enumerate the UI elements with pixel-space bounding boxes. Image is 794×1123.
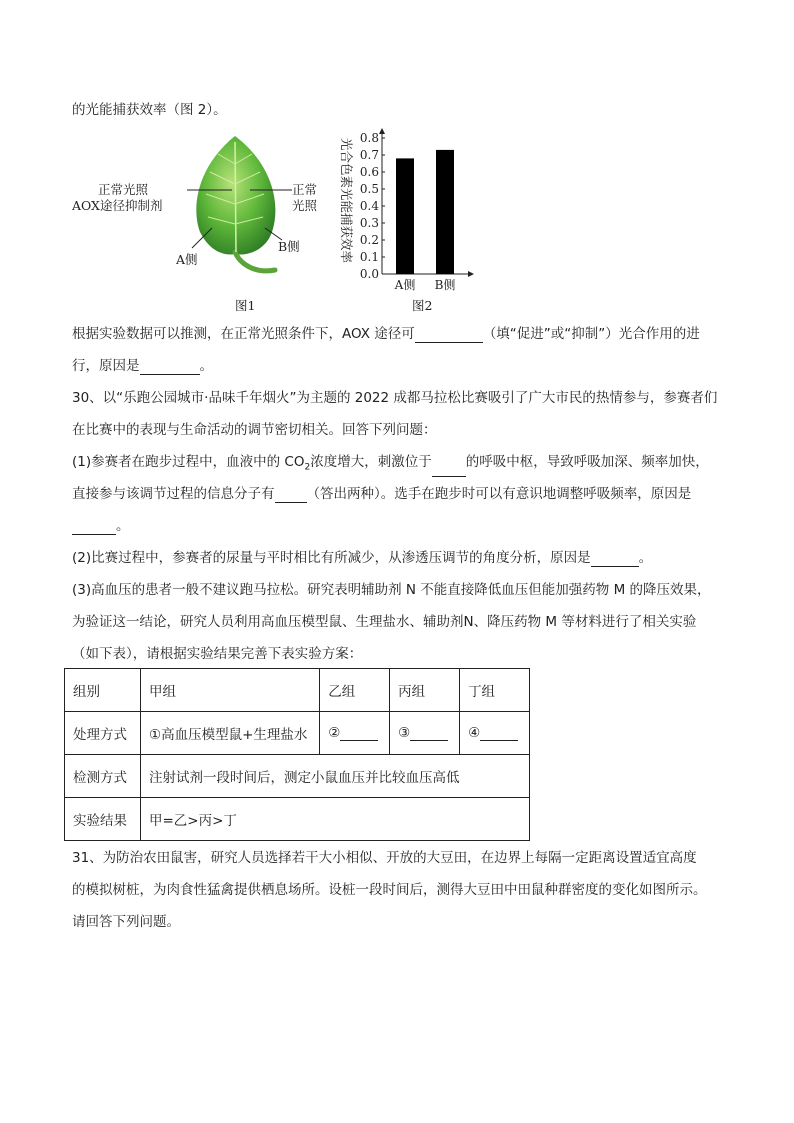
q31-line: 31、为防治农田鼠害，研究人员选择若干大小相似、开放的大豆田，在边界上每隔一定距离设置适宜高度 [72,850,697,866]
answer-blank[interactable] [340,740,378,741]
y-axis-arrow [379,128,385,134]
y-tick-label: 0.7 [359,148,379,162]
answer-blank[interactable] [140,374,200,375]
q30-line: 30、以“乐跑公园城市·品味千年烟火”为主题的 2022 成都马拉松比赛吸引了广大市民的热情参与，参赛者们 [72,390,718,406]
q30-part1-line: (1)参赛者在跑步过程中，血液中的 $CO_2$浓度增大，刺激位于 的呼吸中枢，导致呼吸加深、频率加快， [72,453,709,477]
table-cell: ② [320,712,390,755]
leaf-stem [235,252,275,271]
fig1-left-label-1: 正常光照 [98,182,149,197]
bar [436,150,454,274]
table-cell: 丁组 [460,669,530,712]
text-line: 的光能捕获效率（图 2）。 [72,102,227,118]
y-tick-label: 0.6 [359,165,379,179]
q30-part3-line: 为验证这一结论，研究人员利用高血压模型鼠、生理盐水、辅助剂N、降压药物 M 等材料进行了相关实验 [72,614,697,630]
bar-chart [330,124,480,324]
bar [396,158,414,274]
y-tick-label: 0.1 [359,250,379,264]
leaf-midrib [235,142,236,252]
y-axis-label: 光合色素光能捕获效率 [339,138,354,264]
x-axis-arrow [468,271,474,277]
q30-line: 在比赛中的表现与生命活动的调节密切相关。回答下列问题： [72,422,437,438]
table-cell: 乙组 [320,669,390,712]
table-cell: 检测方式 [65,755,141,798]
table-cell: 实验结果 [65,798,141,841]
y-tick-label: 0.5 [359,182,379,196]
answer-blank[interactable] [410,740,448,741]
table-row [65,755,530,798]
table-cell: 甲组 [140,669,319,712]
text-line: 行，原因是 。 [72,358,213,374]
fig1-left-label-2: AOX途径抑制剂 [72,198,163,213]
q31-line: 的模拟树桩，为肉食性猛禽提供栖息场所。设桩一段时间后，测得大豆田中田鼠种群密度的变化如图所示。 [72,882,707,898]
figure-area [60,124,480,324]
answer-blank[interactable] [591,566,639,567]
fig2-caption: 图2 [412,298,433,313]
answer-blank[interactable] [415,342,483,343]
q30-part1-line: 。 [72,517,130,535]
answer-blank[interactable] [72,534,116,535]
q30-part3-line: (3)高血压的患者一般不建议跑马拉松。研究表明辅助剂 N 不能直接降低血压但能加强药物 M 的降压效果， [72,582,711,598]
table-row [65,669,530,712]
q30-part2-line: (2)比赛过程中，参赛者的尿量与平时相比有所减少，从渗透压调节的角度分析，原因是 。 [72,550,653,566]
answer-blank[interactable] [432,476,466,477]
table-cell: ③ [390,712,460,755]
y-tick-label: 0.2 [359,233,379,247]
table-row [65,712,530,755]
x-tick-label: B侧 [434,278,456,292]
q31-line: 请回答下列问题。 [72,914,180,930]
text-line: 根据实验数据可以推测，在正常光照条件下，AOX 途径可 （填“促进”或“抑制”）光合作用的进 [72,326,700,342]
table-cell: 处理方式 [65,712,141,755]
q30-part3-line: （如下表），请根据实验结果完善下表实验方案： [72,646,363,662]
table-cell: 注射试剂一段时间后，测定小鼠血压并比较血压高低 [140,755,529,798]
table-cell: 甲=乙>丙>丁 [140,798,529,841]
answer-blank[interactable] [480,740,518,741]
fig1-right-label-1: 正常 [292,182,318,197]
y-tick-label: 0.8 [359,131,379,145]
table-cell: ④ [460,712,530,755]
fig1-a-label: A侧 [176,252,198,267]
x-tick-label: A侧 [394,278,416,292]
experiment-table [64,668,530,841]
answer-blank[interactable] [275,502,307,503]
table-cell: ①高血压模型鼠+生理盐水 [140,712,319,755]
fig1-right-label-2: 光照 [292,198,318,213]
leaf-figure [60,124,340,324]
y-tick-label: 0.3 [359,216,379,230]
q30-part1-line: 直接参与该调节过程的信息分子有 （答出两种）。选手在跑步时可以有意识地调整呼吸频率，原因是 [72,486,692,502]
table-cell: 组别 [65,669,141,712]
y-tick-label: 0.0 [359,267,379,281]
fig1-caption: 图1 [235,298,256,313]
y-tick-label: 0.4 [359,199,379,213]
table-cell: 丙组 [390,669,460,712]
table-row [65,798,530,841]
fig1-b-label: B侧 [278,239,300,254]
